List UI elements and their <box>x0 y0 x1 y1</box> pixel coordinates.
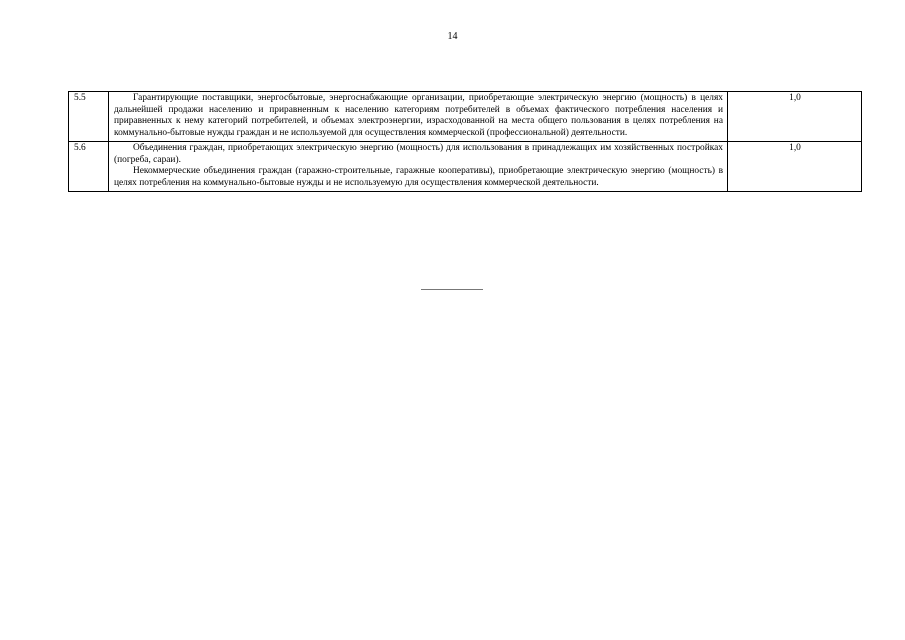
page-number: 14 <box>447 31 458 42</box>
row-value-cell: 1,0 <box>728 141 862 191</box>
description-paragraph: Гарантирующие поставщики, энергосбытовые, энергоснабжающие организации, приобретающие электрическую энергию (мощность) в целях дальнейшей продажи населению и приравненным к населению категориям потребителей в объемах фактического потребления населения и приравненных к нему категорий потребителей, и объемах электроэнергии, израсходованной на места общего пользования в целях потребления на коммунально-бытовые нужды граждан и не используемой для осуществления коммерческой (профессиональной) деятельности. <box>114 93 723 139</box>
end-of-document-divider <box>421 289 483 290</box>
table-row <box>69 92 862 142</box>
row-description-cell <box>109 92 728 142</box>
row-number-cell: 5.6 <box>69 141 109 191</box>
table-row <box>69 141 862 191</box>
row-description-cell <box>109 141 728 191</box>
row-value-cell: 1,0 <box>728 92 862 142</box>
description-paragraph: Объединения граждан, приобретающих электрическую энергию (мощность) для использования в принадлежащих им хозяйственных постройках (погреба, сараи). <box>114 142 723 165</box>
description-paragraph: Некоммерческие объединения граждан (гаражно-строительные, гаражные кооперативы), приобретающие электрическую энергию (мощность) в целях потребления на коммунально-бытовые нужды и не используемую для осуществления коммерческой деятельности. <box>114 166 723 188</box>
tariff-coefficient-table <box>68 91 862 192</box>
row-number-cell: 5.5 <box>69 92 109 142</box>
